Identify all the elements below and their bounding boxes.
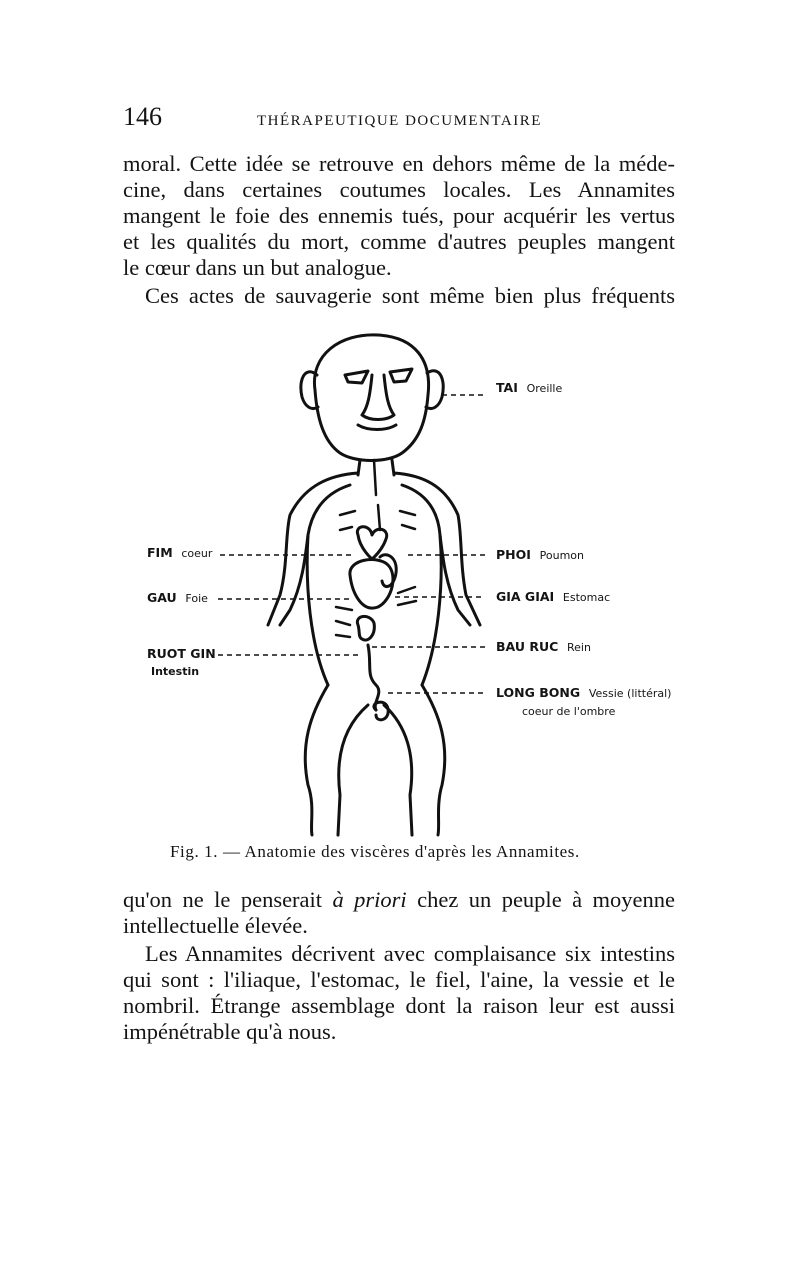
mouth xyxy=(358,425,396,430)
left-leg xyxy=(305,685,328,835)
right-leg xyxy=(422,685,445,835)
left-eye xyxy=(345,371,368,383)
label-gau xyxy=(147,590,208,605)
label-bau-ruc xyxy=(496,639,591,654)
label-fim xyxy=(147,545,212,560)
label-tai-fr: Oreille xyxy=(526,382,563,395)
spine xyxy=(374,460,380,530)
page-header xyxy=(123,100,673,140)
bladder xyxy=(374,702,388,720)
label-ruot-gin: RUOT GIN xyxy=(147,646,216,661)
figure-caption: Fig. 1. — Anatomie des viscères d'après les Annamites. xyxy=(170,842,580,861)
label-tai-vn: TAI xyxy=(496,380,518,395)
torso-right xyxy=(422,535,441,685)
text-line: Ces actes de sauvagerie sont même bien plus fréquents xyxy=(145,283,675,308)
label-ruot-gin-fr: Intestin xyxy=(151,665,200,678)
label-gia-giai xyxy=(496,589,610,604)
paragraph-2 xyxy=(123,283,675,309)
label-long-bong-fr2: coeur de l'ombre xyxy=(522,705,616,718)
label-phoi xyxy=(496,547,584,562)
label-bau-ruc-vn: BAU RUC xyxy=(496,639,559,654)
label-fim-vn: FIM xyxy=(147,545,173,560)
text-line: mangent le foie des ennemis tués, pour acquérir les vertus xyxy=(123,203,675,228)
right-leg-inner xyxy=(384,705,412,835)
label-gia-giai-fr: Estomac xyxy=(562,591,611,604)
label-phoi-vn: PHOI xyxy=(496,547,531,562)
text-line: qui sont : l'iliaque, l'estomac, le fiel, l'aine, la vessie et le xyxy=(123,967,675,992)
intestine xyxy=(368,645,379,710)
left-leg-inner xyxy=(338,705,368,835)
text-line: impénétrable qu'à nous. xyxy=(123,1019,337,1044)
label-gau-vn: GAU xyxy=(147,590,177,605)
label-fim-fr: coeur xyxy=(181,547,213,560)
label-long-bong xyxy=(496,685,671,700)
label-tai xyxy=(496,380,562,395)
paragraph-3 xyxy=(123,887,675,939)
text-line: intellectuelle élevée. xyxy=(123,913,308,938)
page-number: 146 xyxy=(123,102,162,131)
text-segment: qu'on ne le penserait xyxy=(123,887,323,912)
anatomy-figure xyxy=(140,325,680,840)
label-long-bong-vn: LONG BONG xyxy=(496,685,581,700)
label-gau-fr: Foie xyxy=(185,592,208,605)
right-eye xyxy=(390,369,412,382)
text-line: nombril. Étrange assemblage dont la raison leur est aussi xyxy=(123,993,675,1018)
label-phoi-fr: Poumon xyxy=(539,549,584,562)
nose xyxy=(362,375,394,420)
text-line xyxy=(123,887,675,913)
label-bau-ruc-fr: Rein xyxy=(567,641,591,654)
stomach xyxy=(380,555,396,587)
running-title: THÉRAPEUTIQUE DOCUMENTAIRE xyxy=(257,113,542,129)
label-long-bong-fr: Vessie (littéral) xyxy=(588,687,672,700)
text-line: Les Annamites décrivent avec complaisance six intestins xyxy=(145,941,675,966)
text-segment: chez un peuple à moyenne xyxy=(417,887,676,912)
text-line: et les qualités du mort, comme d'autres peuples mangent xyxy=(123,229,675,254)
body-drawing xyxy=(140,325,680,840)
neck xyxy=(358,460,394,475)
head-outline xyxy=(314,335,428,461)
text-line: moral. Cette idée se retrouve en dehors même de la méde- xyxy=(123,151,675,176)
paragraph-1 xyxy=(123,151,675,281)
label-gia-giai-vn: GIA GIAI xyxy=(496,589,555,604)
left-arm xyxy=(268,473,358,625)
torso-left xyxy=(307,535,328,685)
liver xyxy=(350,560,393,609)
kidney xyxy=(357,616,374,640)
text-line: cine, dans certaines coutumes locales. Les Annamites xyxy=(123,177,675,202)
italic-phrase: à priori xyxy=(332,887,407,912)
text-line: le cœur dans un but analogue. xyxy=(123,255,392,280)
paragraph-4 xyxy=(123,941,675,1045)
